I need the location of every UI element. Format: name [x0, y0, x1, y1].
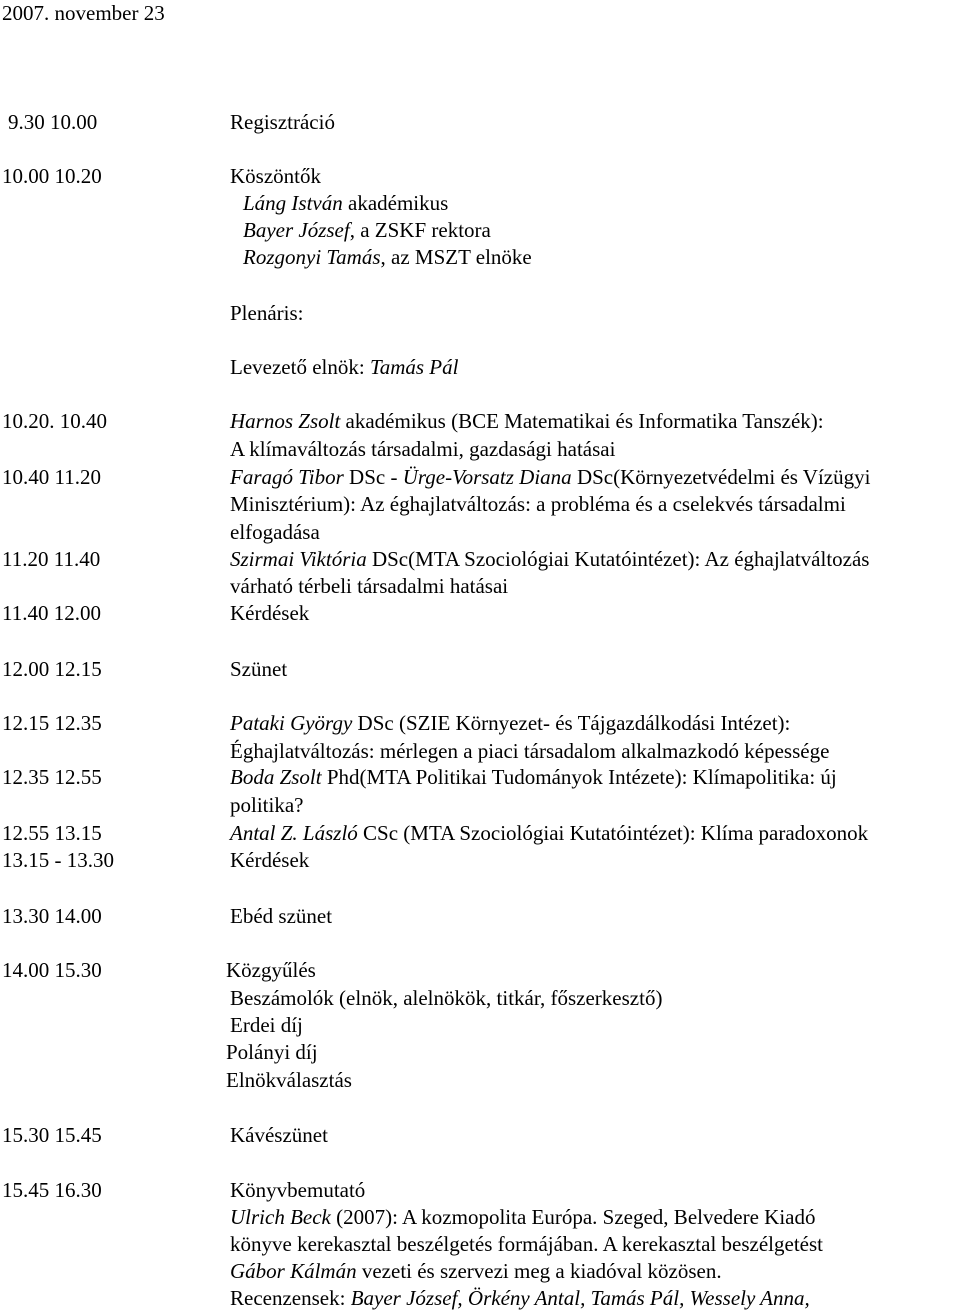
session-4-title: Pataki György DSc (SZIE Környezet- és Tájgazdálkodási Intézet): — [230, 711, 791, 735]
item-general-assembly: Közgyűlés — [226, 958, 316, 982]
time-registration: 9.30 10.00 — [8, 110, 98, 134]
time-session-2: 10.40 11.20 — [2, 465, 101, 489]
item-lunch: Ebéd szünet — [230, 904, 333, 928]
time-session-4: 12.15 12.35 — [2, 711, 102, 735]
session-2-line-3: elfogadása — [230, 520, 320, 544]
book-launch-line-3: Gábor Kálmán vezeti és szervezi meg a kiadóval közösen. — [230, 1259, 722, 1283]
item-registration: Regisztráció — [230, 110, 335, 134]
item-welcome: Köszöntők — [230, 164, 321, 188]
item-book-launch: Könyvbemutató — [230, 1178, 366, 1202]
session-3-title: Szirmai Viktória DSc(MTA Szociológiai Kutatóintézet): Az éghajlatváltozás — [230, 547, 870, 571]
item-questions-2: Kérdések — [230, 848, 310, 872]
session-5-title: Boda Zsolt Phd(MTA Politikai Tudományok Intézete): Klímapolitika: új — [230, 765, 837, 789]
assembly-item-1: Beszámolók (elnök, alelnökök, titkár, főszerkesztő) — [230, 986, 663, 1010]
welcome-speaker-2: Bayer József, a ZSKF rektora — [243, 218, 491, 242]
time-session-1: 10.20. 10.40 — [2, 409, 107, 433]
welcome-speaker-1: Láng István akadémikus — [243, 191, 449, 215]
time-book-launch: 15.45 16.30 — [2, 1178, 102, 1202]
time-coffee-break: 15.30 15.45 — [2, 1123, 102, 1147]
book-launch-line-2: könyve kerekasztal beszélgetés formájában. A kerekasztal beszélgetést — [230, 1232, 823, 1256]
session-3-line-2: várható térbeli társadalmi hatásai — [230, 574, 509, 598]
session-4-line-2: Éghajlatváltozás: mérlegen a piaci társadalom alkalmazkodó képessége — [230, 739, 830, 763]
time-questions-1: 11.40 12.00 — [2, 601, 101, 625]
time-break-1: 12.00 12.15 — [2, 657, 102, 681]
session-5-line-2: politika? — [230, 793, 304, 817]
time-welcome: 10.00 10.20 — [2, 164, 102, 188]
plenary-heading: Plenáris: — [230, 301, 304, 325]
time-session-5: 12.35 12.55 — [2, 765, 102, 789]
item-questions-1: Kérdések — [230, 601, 310, 625]
document-date: 2007. november 23 — [2, 1, 165, 25]
assembly-item-2: Erdei díj — [230, 1013, 303, 1037]
assembly-item-3: Polányi díj — [226, 1040, 318, 1064]
item-break-1: Szünet — [230, 657, 288, 681]
book-launch-line-1: Ulrich Beck (2007): A kozmopolita Európa. Szeged, Belvedere Kiadó — [230, 1205, 816, 1229]
assembly-item-4: Elnökválasztás — [226, 1068, 352, 1092]
session-6-title: Antal Z. László CSc (MTA Szociológiai Kutatóintézet): Klíma paradoxonok — [230, 821, 869, 845]
session-2-title: Faragó Tibor DSc - Ürge-Vorsatz Diana DSc(Környezetvédelmi és Vízügyi — [230, 465, 871, 489]
time-session-3: 11.20 11.40 — [2, 547, 101, 571]
plenary-chair: Levezető elnök: Tamás Pál — [230, 355, 459, 379]
time-general-assembly: 14.00 15.30 — [2, 958, 102, 982]
session-1-subtitle: A klímaváltozás társadalmi, gazdasági hatásai — [230, 437, 616, 461]
session-2-line-2: Minisztérium): Az éghajlatváltozás: a probléma és a cselekvés társadalmi — [230, 492, 846, 516]
item-coffee-break: Kávészünet — [230, 1123, 328, 1147]
time-questions-2: 13.15 - 13.30 — [2, 848, 114, 872]
time-lunch: 13.30 14.00 — [2, 904, 102, 928]
time-session-6: 12.55 13.15 — [2, 821, 102, 845]
welcome-speaker-3: Rozgonyi Tamás, az MSZT elnöke — [243, 245, 532, 269]
book-launch-reviewers: Recenzensek: Bayer József, Örkény Antal, Tamás Pál, Wessely Anna, — [230, 1286, 810, 1310]
session-1-title: Harnos Zsolt akadémikus (BCE Matematikai és Informatika Tanszék): — [230, 409, 824, 433]
